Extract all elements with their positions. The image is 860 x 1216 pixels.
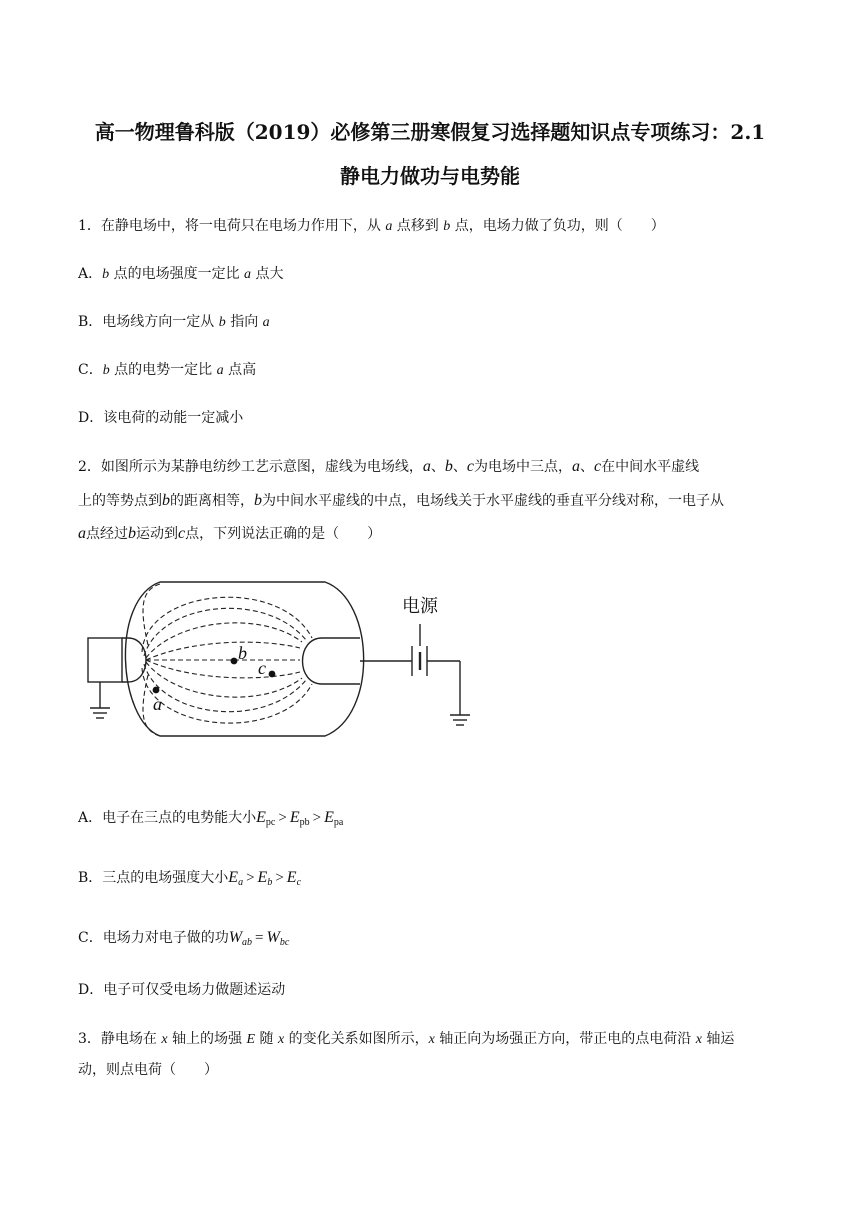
q3-stem-line2: 动，则点电荷（ ） (78, 1062, 218, 1078)
point-b-label: b (238, 643, 247, 663)
point-c-label: c (258, 658, 266, 678)
q2-stem-line1: 2．如图所示为某静电纺纱工艺示意图，虚线为电场线，a、b、c为电场中三点，a、c在中间水平虚线 (78, 458, 700, 475)
point-a-dot (153, 687, 160, 694)
q1-option-d: D．该电荷的动能一定减小 (78, 410, 244, 426)
q2-option-b: B．三点的电场强度大小$E_a > E_b > E_c$ (78, 869, 302, 888)
q2-option-a: A．电子在三点的电势能大小$E_{pc} > E_{pb} > E_{pa}$ (78, 809, 344, 828)
q2-option-c: C．电场力对电子做的功$W_{ab} = W_{bc}$ (78, 929, 290, 948)
q1-option-b: B．电场线方向一定从 b 指向 a (78, 314, 270, 330)
electrostatic-spinning-diagram (80, 580, 480, 750)
q2-option-d: D．电子可仅受电场力做题述运动 (78, 982, 286, 998)
page-subtitle: 静电力做功与电势能 (340, 164, 520, 188)
point-c-dot (269, 671, 276, 678)
page-title: 高一物理鲁科版（2019）必修第三册寒假复习选择题知识点专项练习：2.1 (94, 120, 766, 144)
point-a-label: a (153, 694, 162, 714)
q1-stem: 1．在静电场中，将一电荷只在电场力作用下，从 a 点移到 b 点，电场力做了负功，则（ ） (78, 218, 665, 234)
q3-stem-line1: 3．静电场在 x 轴上的场强 E 随 x 的变化关系如图所示，x 轴正向为场强正方向，带正电的点电荷沿 x 轴运 (78, 1031, 735, 1047)
q1-option-a: A．b 点的电场强度一定比 a 点大 (78, 266, 284, 282)
power-source-label: 电源 (402, 596, 438, 617)
point-b-dot (231, 658, 238, 665)
q2-stem-line2: 上的等势点到b的距离相等，b为中间水平虚线的中点，电场线关于水平虚线的垂直平分线对称，一电子从 (78, 492, 724, 509)
q2-stem-line3: a点经过b运动到c点，下列说法正确的是（ ） (78, 525, 382, 542)
q1-option-c: C．b 点的电势一定比 a 点高 (78, 362, 257, 378)
